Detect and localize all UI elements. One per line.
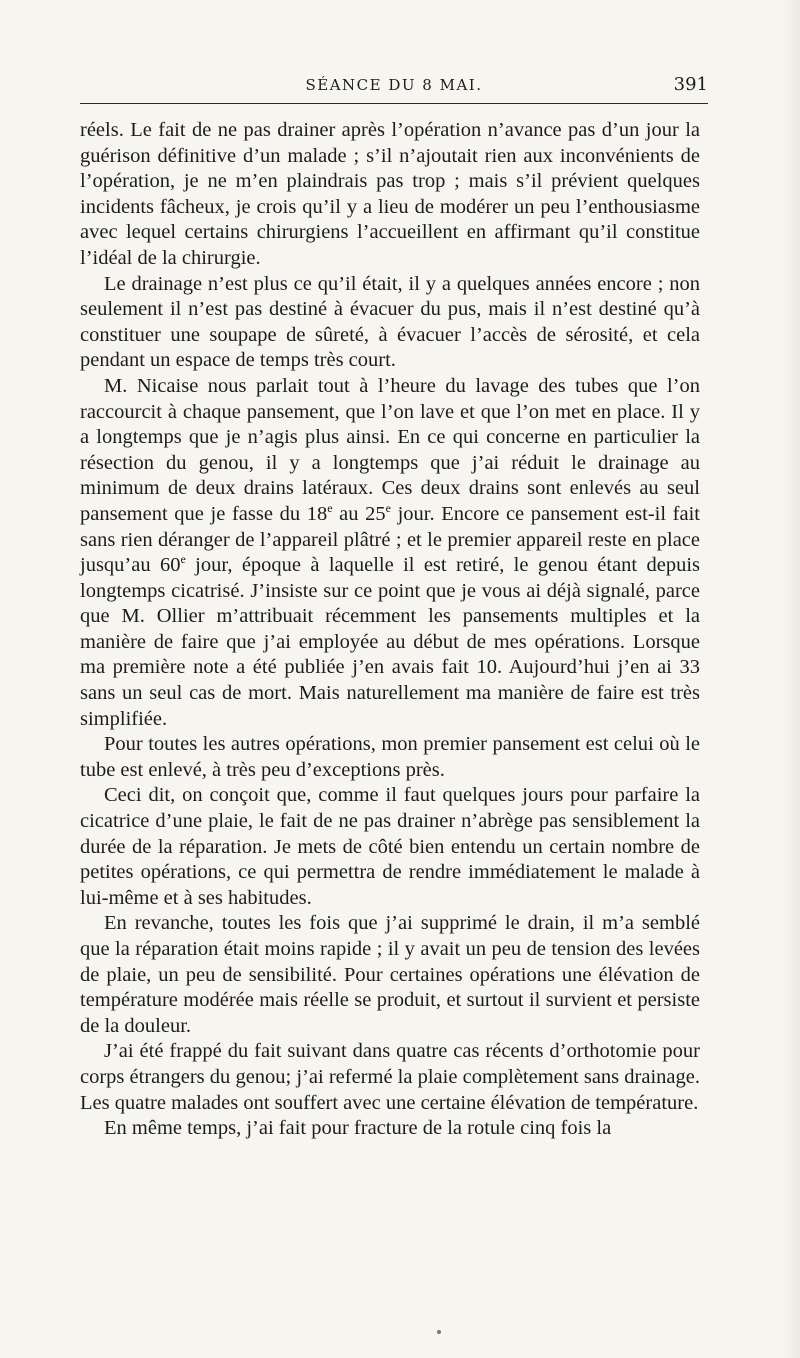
page-edge-shadow	[782, 0, 800, 1358]
page-number: 391	[673, 74, 708, 95]
paragraph-3-part-3: jour. Encore ce pansement est-il fait sans rien déranger de l’appareil plâtré ; et le premier appareil reste en place jusqu’au 60	[80, 502, 701, 577]
ordinal-suffix-60: e	[180, 552, 186, 567]
paragraph-3-part-2: au 25	[332, 502, 386, 525]
ordinal-suffix-25: e	[385, 501, 391, 516]
paragraph-3	[80, 374, 700, 732]
paragraph-5: Ceci dit, on conçoit que, comme il faut quelques jours pour parfaire la cicatrice d’une plaie, le fait de ne pas drainer n’abrège pas sensiblement la durée de la réparation. Je mets de côté bien entendu un certain nombre de petites opérations, ce qui permettra de rendre immédiatement le malade à lui-même et à ses habitudes.	[80, 784, 700, 909]
paragraph-3-part-1: M. Nicaise nous parlait tout à l’heure du lavage des tubes que l’on raccourcit à chaque pansement, que l’on lave et que l’on met en place. Il y a longtemps que je n’agis plus ainsi. En ce qui concerne en particulier la résection du genou, il y a longtemps que j’ai réduit le drainage au minimum de deux drains latéraux. Ces deux drains sont enlevés au seul pansement que je fasse du 18	[80, 374, 700, 525]
running-title: SÉANCE DU 8 MAI.	[305, 76, 483, 94]
body-text	[80, 118, 700, 1142]
page-header	[80, 74, 708, 102]
paragraph-3-part-4: jour, époque à laquelle il est retiré, le genou étant depuis longtemps cicatrisé. J’insiste sur ce point que je vous ai déjà signalé, parce que M. Ollier m’attribuait récemment les pansements multiples et la manière de faire que j’ai employée au début de mes opérations. Lorsque ma première note a été publiée j’en avais fait 10. Aujourd’hui j’en ai 33 sans un seul cas de mort. Mais naturellement ma manière de faire est très simplifiée.	[80, 554, 700, 730]
paragraph-6: En revanche, toutes les fois que j’ai supprimé le drain, il m’a semblé que la réparation était moins rapide ; il y avait un peu de tension des levées de plaie, un peu de sensibilité. Pour certaines opérations une élévation de température modérée mais réelle se produit, et surtout il survient et persiste de la douleur.	[80, 912, 700, 1037]
paragraph-8: En même temps, j’ai fait pour fracture de la rotule cinq fois la	[104, 1117, 612, 1140]
scan-speck	[437, 1330, 441, 1334]
paragraph-4: Pour toutes les autres opérations, mon premier pansement est celui où le tube est enlevé, à très peu d’exceptions près.	[80, 733, 700, 781]
paragraph-2: Le drainage n’est plus ce qu’il était, il y a quelques années encore ; non seulement il n’est pas destiné à évacuer du pus, mais il n’est destiné qu’à constituer une soupape de sûreté, à évacuer l’accès de sérosité, et cela pendant un espace de temps très court.	[80, 272, 700, 372]
ordinal-suffix-18: e	[327, 501, 333, 516]
paragraph-1: réels. Le fait de ne pas drainer après l’opération n’avance pas d’un jour la guérison définitive d’un malade ; s’il n’ajoutait rien aux inconvénients de l’opération, je ne m’en plaindrais pas trop ; mais s’il prévient quelques incidents fâcheux, je crois qu’il y a lieu de modérer un peu l’enthousiasme avec lequel certains chirurgiens l’accueillent en affirmant qu’il constitue l’idéal de la chirurgie.	[80, 119, 700, 269]
header-rule	[80, 103, 708, 104]
paragraph-7: J’ai été frappé du fait suivant dans quatre cas récents d’orthotomie pour corps étrangers du genou; j’ai refermé la plaie complètement sans drainage. Les quatre malades ont souffert avec une certaine élévation de température.	[80, 1040, 700, 1114]
